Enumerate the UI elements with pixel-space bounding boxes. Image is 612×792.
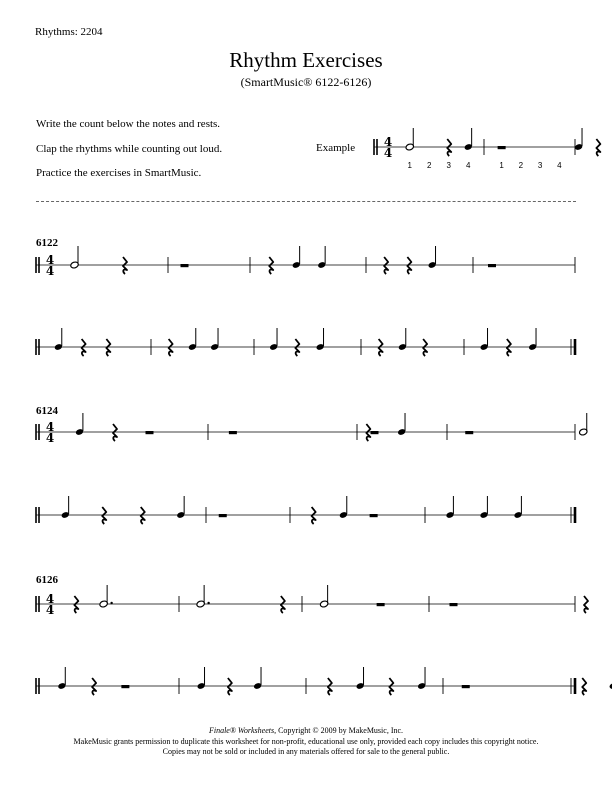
- quarter-rest: [407, 257, 411, 274]
- quarter-rest: [106, 339, 110, 356]
- page-title: Rhythm Exercises: [229, 48, 383, 72]
- quarter-rest: [423, 339, 427, 356]
- count-number: 4: [466, 161, 471, 170]
- count-number: 2: [518, 161, 524, 170]
- quarter-rest: [295, 339, 299, 356]
- whole-rest: [377, 603, 385, 606]
- copyright-footer: [0, 726, 612, 758]
- quarter-rest: [328, 678, 332, 695]
- quarter-rest: [366, 424, 370, 441]
- time-signature-bottom: 4: [45, 603, 55, 617]
- footer-line-1: [0, 726, 612, 737]
- quarter-rest: [74, 596, 78, 613]
- quarter-rest: [582, 678, 586, 695]
- count-number: 1: [407, 161, 412, 170]
- whole-rest: [181, 264, 189, 267]
- quarter-rest: [92, 678, 96, 695]
- count-number: 2: [427, 161, 432, 170]
- time-signature-top: 4: [383, 135, 393, 149]
- whole-rest: [146, 431, 154, 434]
- quarter-rest: [82, 339, 86, 356]
- whole-rest: [450, 603, 458, 606]
- footer-permission: MakeMusic grants permission to duplicate this worksheet for non-profit, educational use only, provided each copy includes this copyright notice.: [73, 736, 539, 746]
- quarter-rest: [312, 507, 316, 524]
- quarter-rest: [141, 507, 145, 524]
- quarter-rest: [447, 139, 451, 156]
- quarter-rest: [384, 257, 388, 274]
- quarter-rest: [507, 339, 511, 356]
- whole-rest: [371, 431, 379, 434]
- quarter-rest: [269, 257, 273, 274]
- footer-restriction: Copies may not be sold or included in any materials offered for sale to the general public.: [162, 747, 450, 756]
- exercise-number-6124: 6124: [36, 405, 58, 417]
- count-number: 3: [446, 161, 451, 170]
- exercise-number-6126: 6126: [36, 574, 58, 586]
- quarter-rest: [113, 424, 117, 441]
- augmentation-dot: [207, 602, 209, 604]
- worksheet-code: Rhythms: 2204: [35, 26, 103, 38]
- whole-rest: [121, 685, 129, 688]
- whole-rest: [498, 146, 506, 149]
- count-number: 1: [499, 161, 504, 170]
- quarter-rest: [228, 678, 232, 695]
- footer-copyright: , Copyright © 2009 by MakeMusic, Inc.: [274, 726, 404, 735]
- quarter-rest: [379, 339, 383, 356]
- example-label: Example: [316, 142, 356, 154]
- quarter-rest: [584, 596, 588, 613]
- whole-rest: [219, 514, 227, 517]
- quarter-rest: [596, 139, 600, 156]
- footer-product: Finale® Worksheets: [208, 726, 275, 735]
- time-signature-top: 4: [45, 592, 55, 606]
- instruction-write-counts: Write the count below the notes and rests.: [36, 118, 221, 130]
- quarter-rest: [281, 596, 285, 613]
- time-signature-bottom: 4: [45, 264, 55, 278]
- time-signature-bottom: 4: [383, 146, 393, 160]
- instruction-clap: Clap the rhythms while counting out loud.: [36, 143, 223, 155]
- augmentation-dot: [110, 602, 112, 604]
- whole-rest: [370, 514, 378, 517]
- whole-rest: [465, 431, 473, 434]
- quarter-rest: [102, 507, 106, 524]
- time-signature-bottom: 4: [45, 431, 55, 445]
- whole-rest: [488, 264, 496, 267]
- page-subtitle: (SmartMusic® 6122-6126): [240, 75, 372, 89]
- count-number: 4: [557, 161, 562, 170]
- count-number: 3: [537, 161, 543, 170]
- exercise-number-6122: 6122: [36, 237, 58, 249]
- time-signature-top: 4: [45, 420, 55, 434]
- quarter-rest: [389, 678, 393, 695]
- whole-rest: [462, 685, 470, 688]
- quarter-rest: [169, 339, 173, 356]
- instruction-practice: Practice the exercises in SmartMusic.: [36, 167, 202, 179]
- quarter-rest: [123, 257, 127, 274]
- time-signature-top: 4: [45, 253, 55, 267]
- whole-rest: [229, 431, 237, 434]
